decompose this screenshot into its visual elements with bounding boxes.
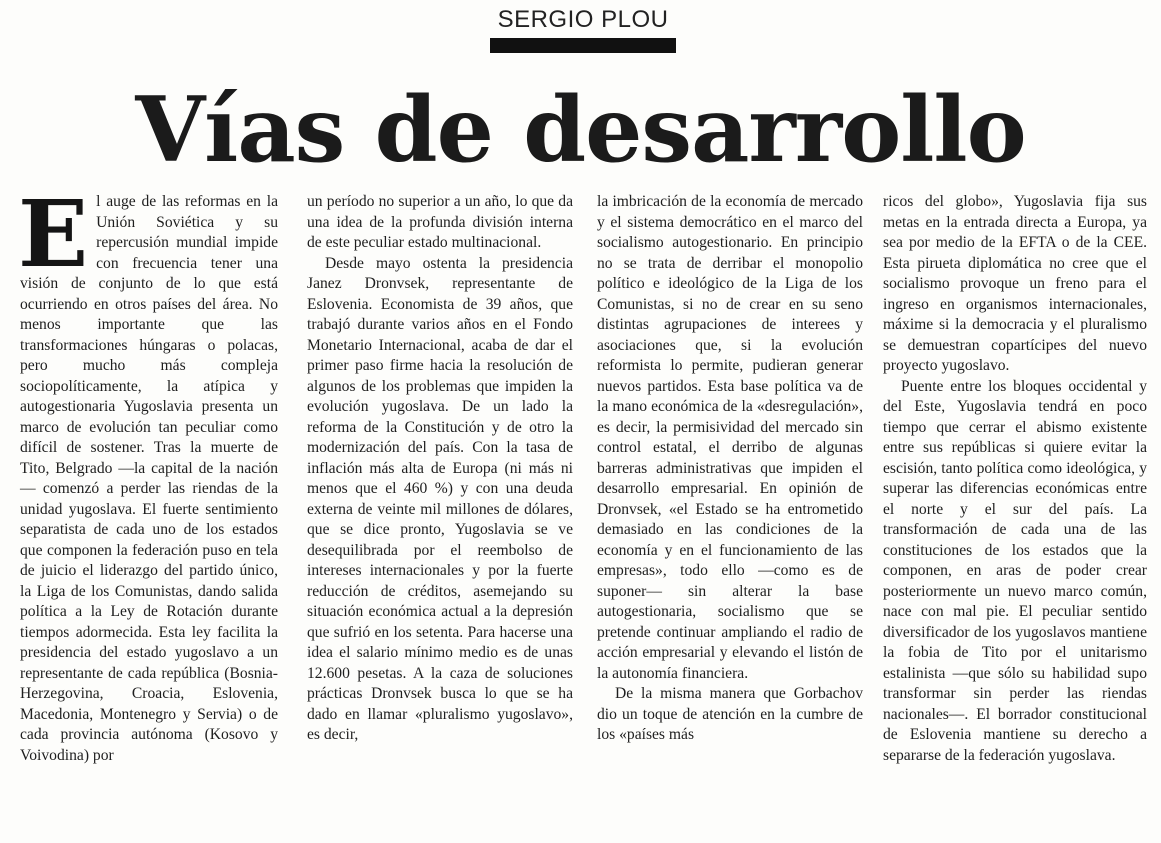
paragraph: un período no superior a un año, lo que da una idea de la profunda división interna de este peculiar estado multinacional. [307,193,573,251]
byline-rule [490,38,676,53]
paragraph-text: l auge de las reformas en la Unión Soviética y su repercusión mundial impide con frecuencia tener una visión de conjunto de lo que está ocurriendo en otros países del área. No menos importante que las transformaciones húngaras o polacas, pero mucho más compleja sociopolíticamente, la atípica y autogestionaria Yugoslavia presenta un marco de evolución tan peculiar como difícil de sostener. Tras la muerte de Tito, Belgrado —la capital de la nación— comenzó a perder las riendas de la unidad yugoslava. El fuerte sentimiento separatista de cada uno de los estados que componen la federación puso en tela de juicio el liderazgo del partido único, la Liga de los Comunistas, dando salida política a la Ley de Rotación durante tiempos adormecida. Esta ley facilita la presidencia del estado yugoslavo a un representante de cada república (Bosnia-Herzegovina, Croacia, Eslovenia, Macedonia, Montenegro y Servia) o de cada provincia autónoma (Kosovo y Voivodina) por [20,193,278,764]
author-byline: SERGIO PLOU [497,6,669,33]
paragraph: ricos del globo», Yugoslavia fija sus metas en la entrada directa a Europa, ya sea por medio de la EFTA o de la CEE. Esta pirueta diplomática no cree que el socialismo provoque un freno para el ingreso en organismos internacionales, máxime si la democracia y el pluralismo se demuestran copartícipes del nuevo proyecto yugoslavo. [883,193,1147,374]
article-column-1 [18,180,278,766]
article-headline: Vías de desarrollo [135,77,1026,183]
paragraph: Desde mayo ostenta la presidencia Janez Dronvsek, representante de Eslovenia. Economista de 39 años, que trabajó durante varios años en el Fondo Monetario Internacional, acaba de dar el primer paso firme hacia la resolución de algunos de los problemas que impiden la evolución yugoslava. De un lado la reforma de la Constitución y de otro la modernización del país. Con la tasa de inflación más alta de Europa (ni más ni menos que el 460 %) y con una deuda externa de veinte mil millones de dólares, que se dice pronto, Yugoslavia se ve desequilibrada por el reembolso de intereses internacionales y por la fuerte reducción de créditos, asemejando su situación económica actual a la depresión que sufrió en los setenta. Para hacerse una idea el salario mínimo medio es de unas 12.600 pesetas. A la caza de soluciones prácticas Dronvsek busca lo que se ha dado en llamar «pluralismo yugoslavo», es decir, [307,254,573,743]
article-column-4 [883,192,1147,766]
drop-cap: E [18,180,89,288]
paragraph: De la misma manera que Gorbachov dio un toque de atención en la cumbre de los «países más [597,685,863,743]
paragraph: la imbricación de la economía de mercado y el sistema democrático en el marco del socialismo autogestionario. En principio no se trata de derribar el monopolio político e ideológico de la Liga de los Comunistas, si no de crear en su seno distintas agrupaciones de interees y asociaciones que, si la evolución reformista lo permite, pudieran generar nuevos partidos. Esta base política va de la mano económica de la «desregulación», es decir, la permisividad del mercado sin control estatal, el derribo de algunas barreras administrativas que impiden el desarrollo empresarial. En opinión de Dronvsek, «el Estado se ha entrometido demasiado en las condiciones de la economía y en el funcionamiento de las empresas», todo ello —como es de suponer— sin alterar la base autogestionaria, socialismo que se pretende continuar ampliando el radio de acción empresarial y elevando el listón de la autonomía financiera. [597,193,863,682]
article-column-3 [597,192,863,746]
paragraph: Puente entre los bloques occidental y del Este, Yugoslavia tendrá en poco tiempo que cerrar el abismo existente entre sus repúblicas si quiere evitar la escisión, tanto política como ideológica, y superar las diferencias económicas entre el norte y el sur del país. La transformación de cada una de las constituciones de los estados que la componen, en aras de poder crear posteriormente un nuevo marco común, nace con mal pie. El peculiar sentido diversificador de los yugoslavos mantiene la fobia de Tito por el unitarismo estalinista —que sólo su habilidad supo transformar sin perder las riendas nacionales—. El borrador constitucional de Eslovenia mantiene su derecho a separarse de la federación yugoslava. [883,377,1147,764]
article-column-2 [307,192,573,746]
paragraph [18,180,278,766]
